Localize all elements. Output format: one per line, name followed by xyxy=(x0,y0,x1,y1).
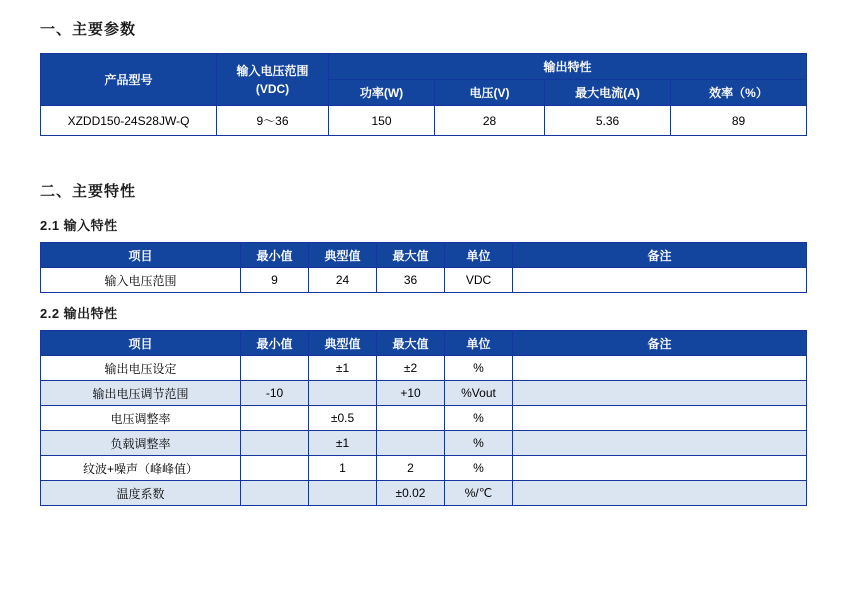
cell-typ: ±0.5 xyxy=(309,406,377,431)
cell-input-voltage-range: 9～36 xyxy=(217,106,329,136)
output-table-body xyxy=(41,356,807,506)
cell-item: 输出电压设定 xyxy=(41,356,241,381)
output-table-header xyxy=(41,331,807,356)
subsection-title-output-characteristics: 2.2 输出特性 xyxy=(40,306,118,321)
header-min: 最小值 xyxy=(241,243,309,268)
header-input-voltage-range-line1: 输入电压范围 xyxy=(236,63,309,78)
cell-remark xyxy=(513,481,807,506)
header-efficiency: 效率（%） xyxy=(671,80,807,106)
page-title-main-features: 二、主要特性 xyxy=(40,183,137,200)
table-header-row xyxy=(41,243,807,268)
section-spacer xyxy=(40,136,810,172)
input-table-header xyxy=(41,243,807,268)
cell-item: 温度系数 xyxy=(41,481,241,506)
table-row xyxy=(41,431,807,456)
cell-max: 2 xyxy=(377,456,445,481)
header-output-characteristics: 输出特性 xyxy=(329,54,807,80)
cell-typ: 1 xyxy=(309,456,377,481)
cell-unit: %/℃ xyxy=(445,481,513,506)
cell-efficiency: 89 xyxy=(671,106,807,136)
cell-item: 电压调整率 xyxy=(41,406,241,431)
cell-typ: 24 xyxy=(309,268,377,293)
header-min: 最小值 xyxy=(241,331,309,356)
header-max: 最大值 xyxy=(377,331,445,356)
header-remark: 备注 xyxy=(513,243,807,268)
header-voltage: 电压(V) xyxy=(435,80,545,106)
table-row xyxy=(41,481,807,506)
main-parameters-table xyxy=(40,53,807,136)
cell-min xyxy=(241,356,309,381)
cell-item: 输出电压调节范围 xyxy=(41,381,241,406)
cell-min xyxy=(241,456,309,481)
input-characteristics-table xyxy=(40,242,807,293)
header-max: 最大值 xyxy=(377,243,445,268)
input-table-body xyxy=(41,268,807,293)
cell-remark xyxy=(513,431,807,456)
cell-typ: ±1 xyxy=(309,356,377,381)
cell-min xyxy=(241,481,309,506)
output-characteristics-table xyxy=(40,330,807,506)
cell-unit: VDC xyxy=(445,268,513,293)
cell-item: 纹波+噪声（峰峰值） xyxy=(41,456,241,481)
table-header-row xyxy=(41,331,807,356)
header-input-voltage-range-line2: (VDC) xyxy=(255,81,290,96)
table-row xyxy=(41,356,807,381)
header-power: 功率(W) xyxy=(329,80,435,106)
cell-max: ±2 xyxy=(377,356,445,381)
table-row xyxy=(41,381,807,406)
cell-max: 36 xyxy=(377,268,445,293)
cell-min xyxy=(241,406,309,431)
page-title-main-params: 一、主要参数 xyxy=(40,21,137,38)
cell-min: -10 xyxy=(241,381,309,406)
cell-remark xyxy=(513,268,807,293)
table-row xyxy=(41,406,807,431)
cell-unit: % xyxy=(445,431,513,456)
cell-min: 9 xyxy=(241,268,309,293)
cell-unit: % xyxy=(445,406,513,431)
table-row xyxy=(41,456,807,481)
cell-max: ±0.02 xyxy=(377,481,445,506)
cell-typ: ±1 xyxy=(309,431,377,456)
cell-unit: % xyxy=(445,456,513,481)
cell-unit: % xyxy=(445,356,513,381)
cell-item: 输入电压范围 xyxy=(41,268,241,293)
header-item: 项目 xyxy=(41,331,241,356)
table-header-row xyxy=(41,54,807,80)
header-unit: 单位 xyxy=(445,331,513,356)
cell-voltage: 28 xyxy=(435,106,545,136)
cell-remark xyxy=(513,381,807,406)
main-table-header xyxy=(41,54,807,106)
header-typ: 典型值 xyxy=(309,243,377,268)
header-max-current: 最大电流(A) xyxy=(545,80,671,106)
cell-model: XZDD150-24S28JW-Q xyxy=(41,106,217,136)
cell-item: 负载调整率 xyxy=(41,431,241,456)
cell-max xyxy=(377,406,445,431)
cell-power: 150 xyxy=(329,106,435,136)
header-unit: 单位 xyxy=(445,243,513,268)
cell-remark xyxy=(513,456,807,481)
main-table-body xyxy=(41,106,807,136)
cell-remark xyxy=(513,406,807,431)
header-model: 产品型号 xyxy=(41,54,217,106)
header-typ: 典型值 xyxy=(309,331,377,356)
cell-max xyxy=(377,431,445,456)
header-input-voltage-range xyxy=(217,54,329,106)
cell-max-current: 5.36 xyxy=(545,106,671,136)
cell-max: +10 xyxy=(377,381,445,406)
table-row xyxy=(41,106,807,136)
cell-typ xyxy=(309,481,377,506)
cell-min xyxy=(241,431,309,456)
cell-unit: %Vout xyxy=(445,381,513,406)
cell-typ xyxy=(309,381,377,406)
subsection-title-input-characteristics: 2.1 输入特性 xyxy=(40,218,118,233)
table-row xyxy=(41,268,807,293)
cell-remark xyxy=(513,356,807,381)
header-item: 项目 xyxy=(41,243,241,268)
header-remark: 备注 xyxy=(513,331,807,356)
